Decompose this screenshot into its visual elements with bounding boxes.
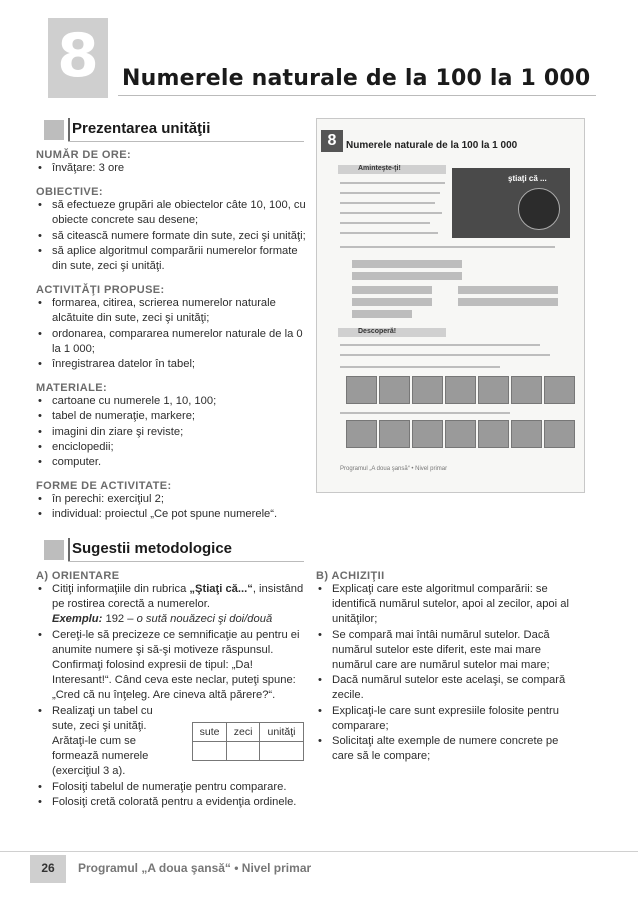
thumbnail-text-line: [340, 182, 445, 184]
list-item: • să citească numere formate din sute, zeci şi unităţi;: [36, 229, 308, 244]
list-item: • Explicaţi care este algoritmul comparării: se identifică numărul sutelor, apoi al zecilor, apoi al unităţilor;: [316, 582, 582, 628]
list-item: • formarea, citirea, scrierea numerelor naturale alcătuite din sute, zeci şi unităţi;: [36, 296, 308, 326]
section-marker: [44, 120, 64, 140]
list-item: • cartoane cu numerele 1, 10, 100;: [36, 394, 308, 409]
chapter-title: Numerele naturale de la 100 la 1 000: [122, 66, 591, 91]
thumbnail-image: [412, 376, 443, 404]
item-bold-text: „Ştiaţi că...“: [189, 583, 253, 595]
activities-list: [36, 296, 308, 372]
place-value-table: [192, 722, 304, 761]
list-item: • Explicaţi-le care sunt expresiile folosite pentru comparare;: [316, 704, 582, 734]
list-item: • tabel de numeraţie, markere;: [36, 409, 308, 424]
list-item: [36, 582, 306, 628]
list-item: • Realizaţi un tabel cu sute, zeci şi unităţi. Arătaţi-le cum se formează numerele (exerciţiul 3 a).: [36, 704, 172, 780]
example-label: Exemplu:: [52, 613, 103, 626]
table-header: zeci: [227, 723, 260, 742]
thumbnail-number-row: [352, 260, 462, 268]
list-item: • înregistrarea datelor în tabel;: [36, 357, 308, 372]
forms-list: [36, 492, 308, 522]
thumbnail-image: [478, 376, 509, 404]
forms-label: FORME DE ACTIVITATE:: [36, 480, 172, 493]
list-item: • Cereţi-le să precizeze ce semnificaţie au pentru ei anumite numere şi să-şi motiveze răspunsul. Confirmaţi folosind expresii de tipul: „Da! Interesant!“. Când ceva este neclar, puteţi spune: „Cred că nu înţeleg. Are cineva altă părere?“.: [36, 628, 306, 704]
thumbnail-text-line: [340, 232, 438, 234]
thumbnail-text-line: [340, 366, 500, 368]
thumbnail-chapter-number: 8: [321, 130, 343, 152]
list-item: • Solicitaţi alte exemple de numere concrete pe care să le compare;: [316, 734, 582, 764]
thumbnail-image: [346, 420, 377, 448]
thumbnail-number-row: [458, 286, 558, 294]
thumbnail-footer: Programul „A doua şansă“ • Nivel primar: [340, 466, 448, 472]
table-cell: [260, 742, 304, 761]
thumbnail-image: [544, 420, 575, 448]
thumbnail-text-line: [340, 222, 430, 224]
page-number: 26: [41, 861, 55, 875]
methodology-heading: Sugestii metodologice: [72, 540, 233, 557]
list-item: • Dacă numărul sutelor este acelaşi, se compară zecile.: [316, 673, 582, 703]
footer-divider: [0, 851, 638, 852]
thumbnail-number-row: [352, 272, 462, 280]
section-marker-line: [68, 538, 70, 562]
thumbnail-text-line: [340, 202, 435, 204]
chapter-number: 8: [57, 21, 99, 91]
thumbnail-images-row-2: [346, 420, 576, 450]
list-item: • învăţare: 3 ore: [36, 161, 308, 176]
objectives-label: OBIECTIVE:: [36, 186, 103, 199]
thumbnail-section-a: Aminteşte-ţi!: [358, 165, 401, 172]
thumbnail-text-line: [340, 192, 440, 194]
example-number: 192 –: [102, 613, 137, 626]
thumbnail-text-line: [340, 354, 550, 356]
acquisitions-label: B) ACHIZIŢII: [316, 570, 385, 582]
thumbnail-image: [445, 376, 476, 404]
thumbnail-image: [412, 420, 443, 448]
thumbnail-images-row-1: [346, 376, 576, 406]
list-item: • enciclopedii;: [36, 440, 308, 455]
thumbnail-text-line: [340, 344, 540, 346]
table-cell: [227, 742, 260, 761]
list-item: • computer.: [36, 455, 308, 470]
hours-list: [36, 161, 308, 176]
orientation-label: A) ORIENTARE: [36, 570, 120, 582]
thumbnail-info-label: ştiaţi că ...: [508, 174, 547, 183]
thumbnail-number-row: [352, 310, 412, 318]
activities-label: ACTIVITĂŢI PROPUSE:: [36, 284, 165, 297]
thumbnail-text-line: [340, 212, 442, 214]
materials-label: MATERIALE:: [36, 382, 108, 395]
thumbnail-text-line: [340, 246, 555, 248]
presentation-column: [36, 149, 308, 523]
hours-label: NUMĂR DE ORE:: [36, 149, 132, 161]
footer-text: Programul „A doua şansă“ • Nivel primar: [78, 861, 312, 875]
section-marker-line: [68, 118, 70, 142]
example-text: o sută nouăzeci şi doi/două: [136, 613, 273, 626]
section-marker: [44, 540, 64, 560]
thumbnail-image: [379, 420, 410, 448]
list-item: • să aplice algoritmul comparării numerelor formate din sute, zeci şi unităţi.: [36, 244, 308, 274]
table-cell: [193, 742, 227, 761]
thumbnail-text-line: [340, 412, 510, 414]
list-item: • să efectueze grupări ale obiectelor câte 10, 100, cu obiecte concrete sau desene;: [36, 198, 308, 228]
list-item: • imagini din ziare şi reviste;: [36, 425, 308, 440]
thumbnail-image: [478, 420, 509, 448]
objectives-list: [36, 198, 308, 274]
globe-icon: [518, 188, 560, 230]
thumbnail-title: Numerele naturale de la 100 la 1 000: [346, 140, 518, 151]
thumbnail-image: [511, 376, 542, 404]
thumbnail-section-b: Descoperă!: [358, 328, 397, 335]
item-text: Citiţi informaţiile din rubrica: [52, 583, 190, 595]
thumbnail-number-row: [352, 286, 432, 294]
item-text: , insistând pe rostirea corectă a numerelor.: [52, 583, 304, 611]
acquisitions-column: [316, 570, 582, 764]
list-item: • Se compară mai întâi numărul sutelor. Dacă numărul sutelor este diferit, este mai mare numărul care are numărul sutelor mai mare;: [316, 628, 582, 674]
thumbnail-number-row: [352, 298, 432, 306]
thumbnail-image: [379, 376, 410, 404]
materials-list: [36, 394, 308, 470]
list-item: • individual: proiectul „Ce pot spune numerele“.: [36, 507, 308, 522]
acquisitions-list: [316, 582, 582, 764]
presentation-heading: Prezentarea unităţii: [72, 120, 211, 137]
thumbnail-image: [346, 376, 377, 404]
orientation-list: [36, 582, 306, 810]
table-header: unităţi: [260, 723, 304, 742]
presentation-heading-rule: [68, 141, 304, 142]
list-item: • în perechi: exerciţiul 2;: [36, 492, 308, 507]
list-item: • Folosiţi tabelul de numeraţie pentru comparare.: [36, 780, 306, 795]
list-item: • ordonarea, compararea numerelor naturale de la 0 la 1 000;: [36, 327, 308, 357]
list-item: • Folosiţi cretă colorată pentru a evidenţia ordinele.: [36, 795, 306, 810]
title-divider: [118, 95, 596, 96]
thumbnail-image: [544, 376, 575, 404]
table-header: sute: [193, 723, 227, 742]
thumbnail-image: [511, 420, 542, 448]
methodology-heading-rule: [68, 561, 304, 562]
orientation-column: [36, 570, 306, 810]
thumbnail-number-row: [458, 298, 558, 306]
thumbnail-image: [445, 420, 476, 448]
